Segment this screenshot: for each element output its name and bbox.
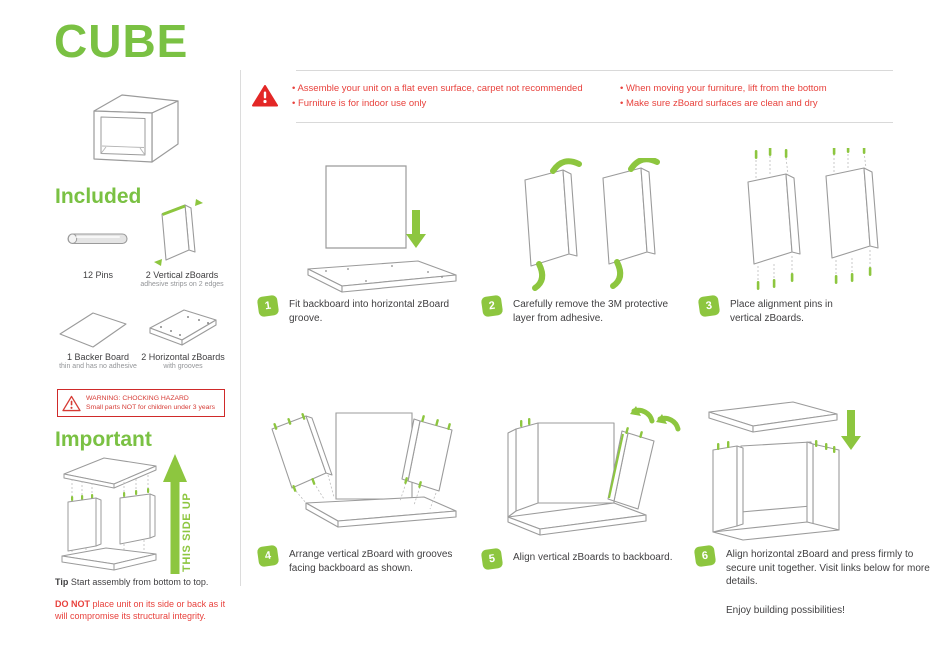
arrow-down-icon <box>406 210 426 248</box>
adhesive-arrow-icon <box>154 259 162 266</box>
step-text: Carefully remove the 3M protective layer from adhesive. <box>513 299 669 324</box>
safety-bullets-right <box>620 81 890 111</box>
part-label-pins: 12 Pins <box>82 270 114 280</box>
step-number-badge: 6 <box>694 545 717 568</box>
step-2 <box>482 296 673 325</box>
step-3 <box>699 296 845 325</box>
cube-product-illustration <box>80 84 185 166</box>
peel-arrow-icon <box>553 161 579 171</box>
step-number-badge: 1 <box>257 295 280 318</box>
this-side-up-label: THIS SIDE UP <box>181 492 193 572</box>
included-heading: Included <box>55 185 142 208</box>
horizontal-zboard-illustration <box>144 303 222 353</box>
safety-bullet: • Make sure zBoard surfaces are clean and dry <box>620 96 890 111</box>
step-number-badge: 2 <box>481 295 504 318</box>
safety-bullet: • When moving your furniture, lift from the bottom <box>620 81 890 96</box>
page-title: CUBE <box>54 15 189 67</box>
step-1 <box>258 296 474 325</box>
step4-illustration <box>262 403 477 543</box>
part-sublabel-horizontal-zboards: with grooves <box>163 363 203 370</box>
safety-bullet: • Furniture is for indoor use only <box>292 96 612 111</box>
choking-hazard-box <box>57 389 225 417</box>
part-label-horizontal-zboards: 2 Horizontal zBoards <box>141 352 225 362</box>
step-number-badge: 5 <box>481 548 504 571</box>
peel-arrow-icon <box>535 264 542 288</box>
step2-illustration <box>505 158 670 298</box>
hazard-line-1: WARNING: CHOCKING HAZARD <box>86 395 189 402</box>
step-number-badge: 3 <box>698 295 721 318</box>
step-text: Fit backboard into horizontal zBoard groove. <box>289 299 450 324</box>
step-number-badge: 4 <box>257 545 280 568</box>
safety-bullet: • Assemble your unit on a flat even surface, carpet not recommended <box>292 81 612 96</box>
step-4 <box>258 546 479 575</box>
important-heading: Important <box>55 428 152 451</box>
step3-illustration <box>722 148 897 298</box>
safety-divider-bottom <box>296 122 893 123</box>
do-not-warning-text: DO NOT place unit on its side or back as it will compromise its structural integrity. <box>55 599 226 621</box>
part-label-backer-board: 1 Backer Board <box>66 352 130 362</box>
part-sublabel-vertical-zboards: adhesive strips on 2 edges <box>140 281 224 288</box>
step-6 <box>695 546 941 617</box>
step-5 <box>482 549 723 569</box>
part-label-vertical-zboards: 2 Vertical zBoards <box>145 270 219 280</box>
backer-board-illustration <box>56 306 130 352</box>
warning-triangle-icon <box>252 84 278 108</box>
peel-arrow-icon <box>631 159 657 169</box>
step-text: Align vertical zBoards to backboard. <box>513 552 673 563</box>
peel-arrow-icon <box>613 262 620 286</box>
step6-illustration <box>695 398 910 543</box>
step-text: Align horizontal zBoard and press firmly to secure unit together. Visit links below for more details. <box>726 549 930 587</box>
safety-divider-top <box>296 70 893 71</box>
adhesive-arrow-icon <box>195 199 203 206</box>
vertical-zboard-illustration <box>152 198 208 268</box>
arrow-down-icon <box>841 410 861 450</box>
step-text: Arrange vertical zBoard with grooves facing backboard as shown. <box>289 549 453 574</box>
part-sublabel-backer-board: thin and has no adhesive <box>59 363 137 370</box>
step5-illustration <box>496 405 691 545</box>
column-divider <box>240 70 241 586</box>
hazard-triangle-icon <box>62 395 81 412</box>
tip-text: Tip Start assembly from bottom to top. <box>55 577 209 587</box>
step-text: Place alignment pins in vertical zBoards. <box>730 299 833 324</box>
exploded-cube-illustration <box>56 452 164 578</box>
safety-bullets-left <box>292 81 612 111</box>
hazard-line-2: Small parts NOT for children under 3 years <box>86 404 216 411</box>
step1-illustration <box>296 160 481 295</box>
pins-illustration <box>62 229 134 249</box>
closing-text: Enjoy building possibilities! <box>726 604 845 616</box>
